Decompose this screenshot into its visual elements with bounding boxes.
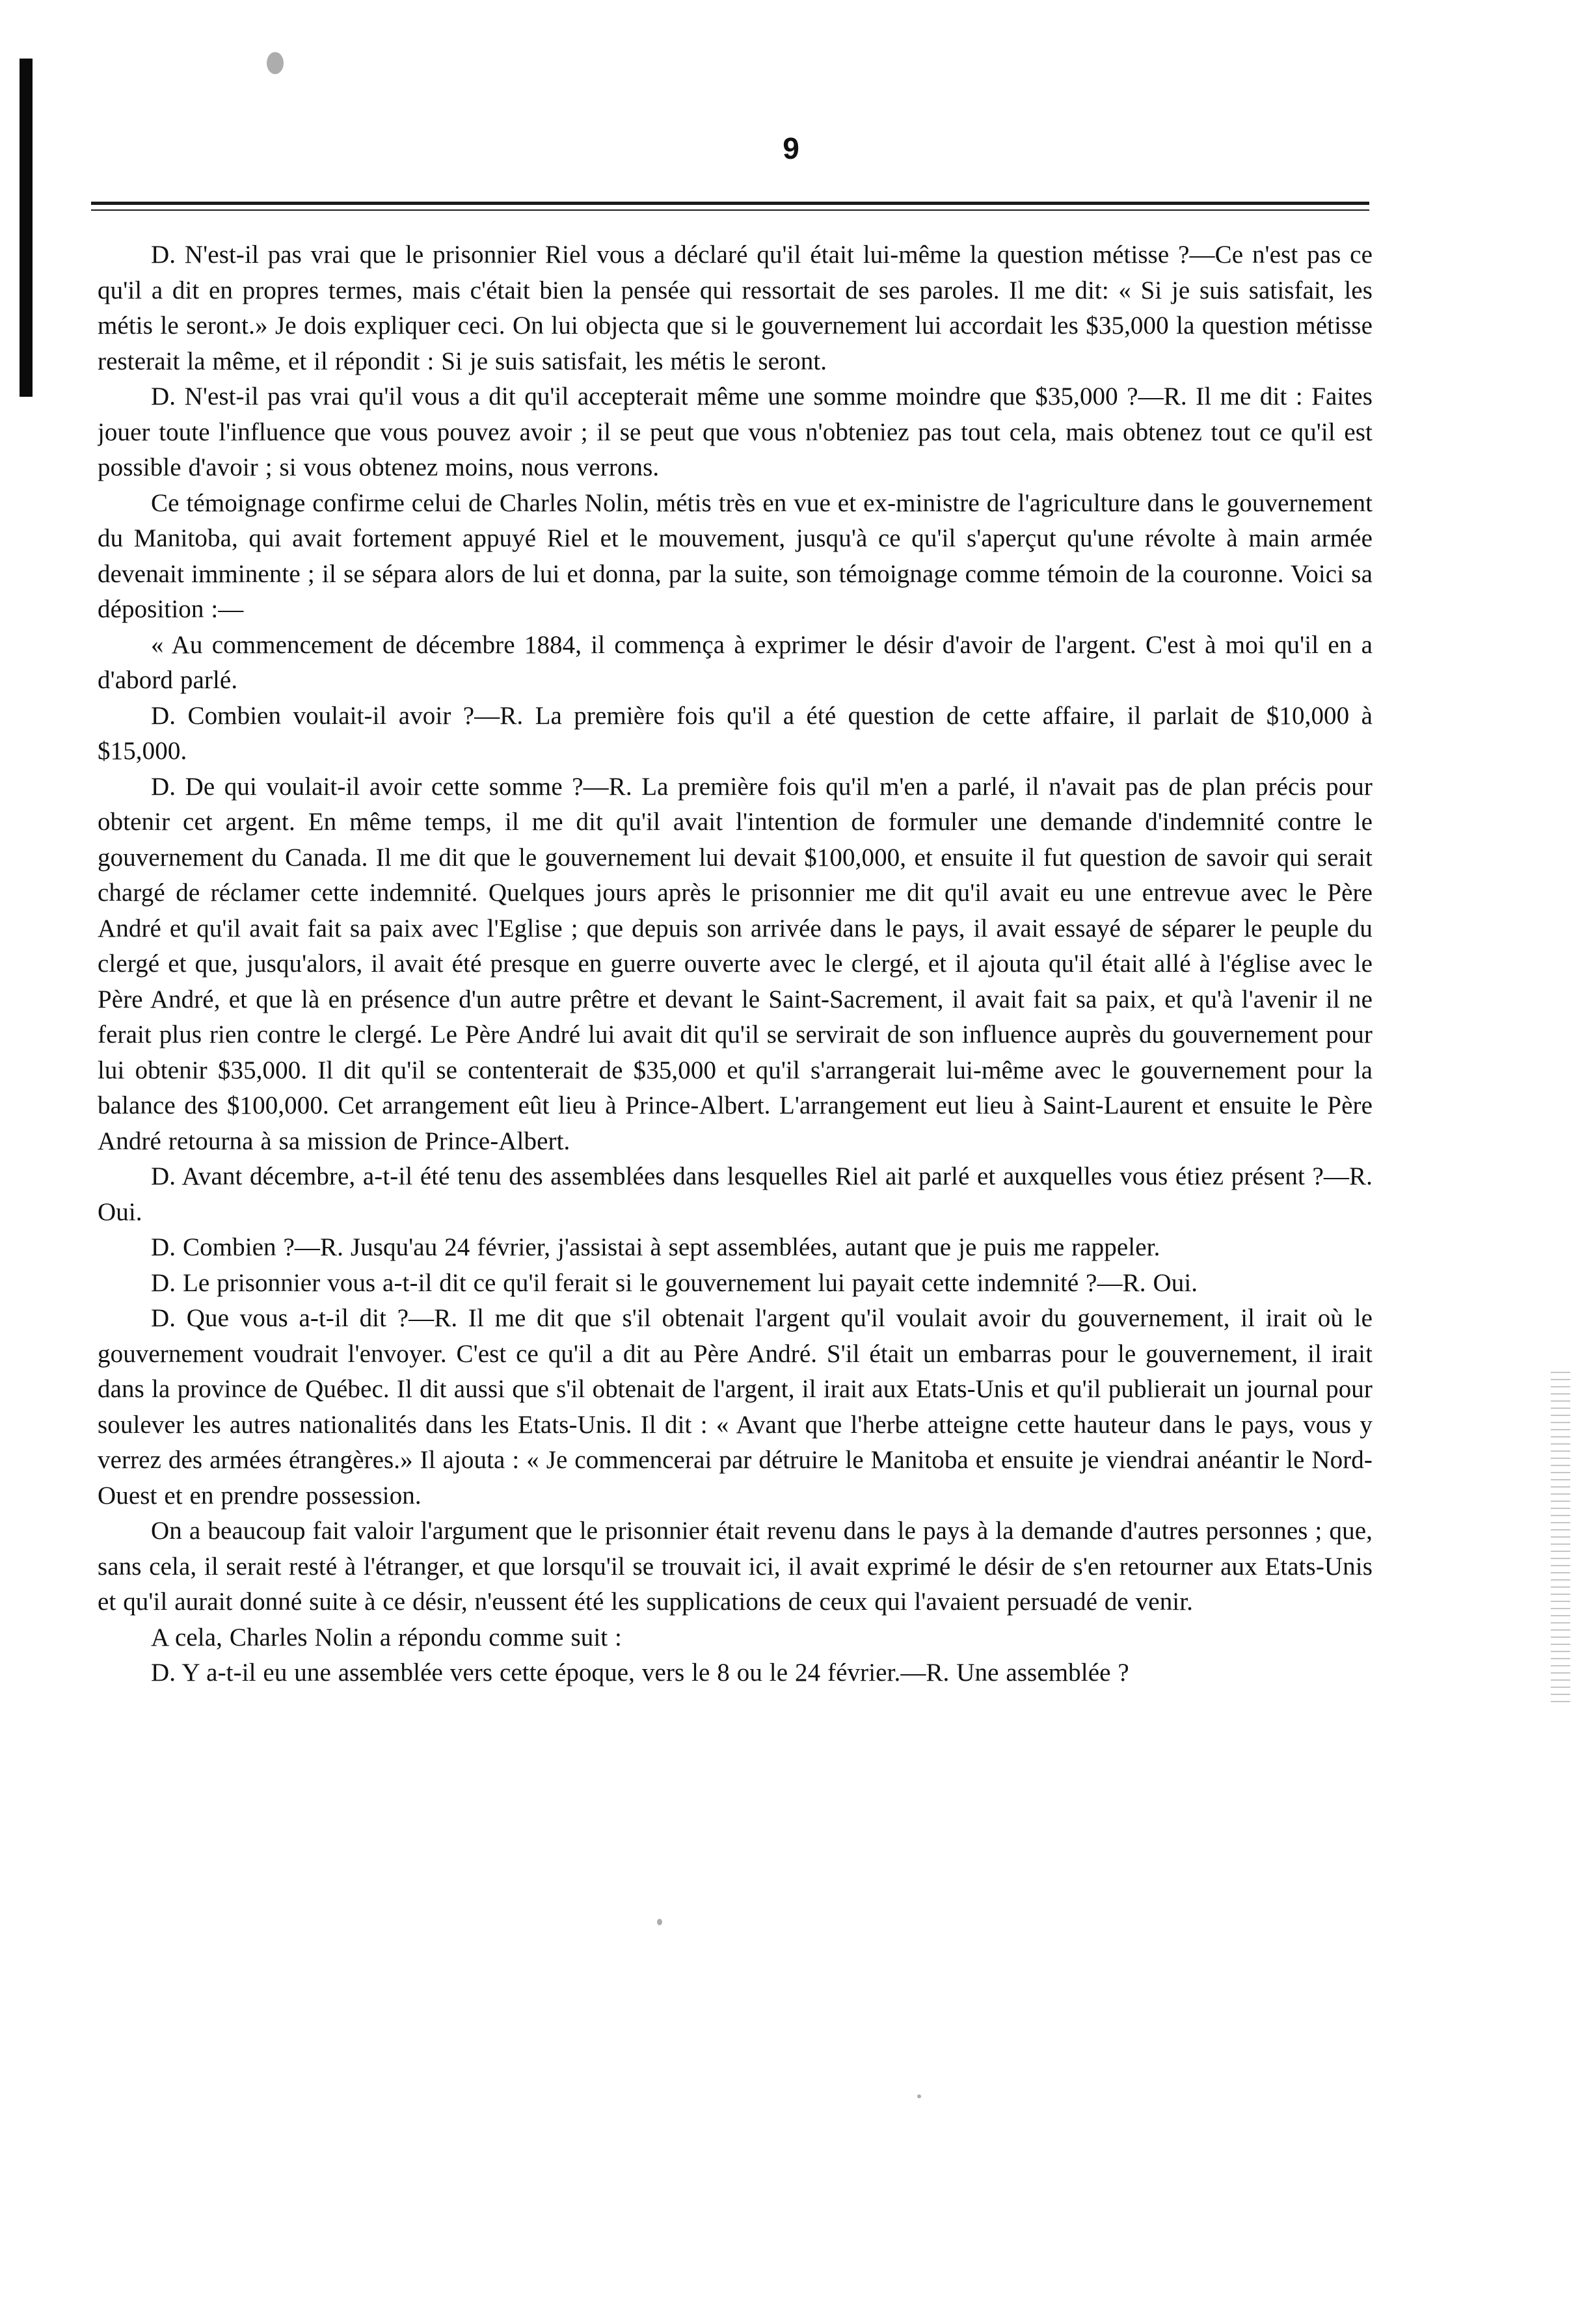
header-rule bbox=[91, 202, 1369, 205]
header-rule-thin bbox=[91, 209, 1369, 211]
paragraph: D. Le prisonnier vous a-t-il dit ce qu'il ferait si le gouvernement lui payait cette indemnité ?—R. Oui. bbox=[151, 1268, 1198, 1297]
paragraph: D. Combien voulait-il avoir ?—R. La première fois qu'il a été question de cette affaire, il parlait de $10,000 à $15,000. bbox=[98, 701, 1373, 765]
paragraph: D. Que vous a-t-il dit ?—R. Il me dit que s'il obtenait l'argent qu'il voulait avoir du gouvernement, il irait où le gouvernement voudrait l'envoyer. C'est ce qu'il a dit au Père André. S'il était un embarras pour le gouvernement, il irait dans la province de Québec. Il dit aussi que s'il obtenait de l'argent, il irait aux Etats-Unis et qu'il publierait un journal pour soulever les autres nationalités dans les Etats-Unis. Il dit : « Avant que l'herbe atteigne cette hauteur dans le pays, vous y verrez des armées étrangères.» Il ajouta : « Je commencerai par détruire le Manitoba et ensuite je viendrai anéantir le Nord-Ouest et en prendre possession. bbox=[98, 1304, 1373, 1510]
scan-edge-bar bbox=[20, 59, 33, 397]
paragraph: D. De qui voulait-il avoir cette somme ?—R. La première fois qu'il m'en a parlé, il n'avait pas de plan précis pour obtenir cet argent. En même temps, il me dit qu'il avait l'intention de formuler une demande d'indemnité contre le gouvernement du Canada. Il me dit que le gouvernement lui devait $100,000, et ensuite il fut question de savoir qui serait chargé de réclamer cette indemnité. Quelques jours après le prisonnier me dit qu'il avait eu une entrevue avec le Père André et qu'il avait fait sa paix avec l'Eglise ; que depuis son arrivée dans le pays, il avait essayé de séparer le peuple du clergé et que, jusqu'alors, il avait été presque en guerre ouverte avec le clergé, et il ajouta qu'il était allé à l'église avec le Père André, et que là en présence d'un autre prêtre et devant le Saint-Sacrement, il avait fait sa paix, et qu'à l'avenir il ne ferait plus rien contre le clergé. Le Père André lui avait dit qu'il se servirait de son influence auprès du gouvernement pour lui obtenir $35,000. Il dit qu'il se contenterait de $35,000 et qu'il s'arrangerait lui-même avec le gouvernement pour la balance des $100,000. Cet arrangement eût lieu à Prince-Albert. L'arrangement eut lieu à Saint-Laurent et ensuite le Père André retourna à sa mission de Prince-Albert. bbox=[98, 772, 1373, 1155]
paragraph: D. N'est-il pas vrai qu'il vous a dit qu'il accepterait même une somme moindre que $35,000 ?—R. Il me dit : Faites jouer toute l'influence que vous pouvez avoir ; il se peut que vous n'obteniez pas tout cela, mais obtenez tout ce qu'il est possible d'avoir ; si vous obtenez moins, nous verrons. bbox=[98, 382, 1373, 481]
scan-speck bbox=[917, 2094, 921, 2098]
paragraph: D. N'est-il pas vrai que le prisonnier Riel vous a déclaré qu'il était lui-même la question métisse ?—Ce n'est pas ce qu'il a dit en propres termes, mais c'était bien la pensée qui ressortait de ses paroles. Il me dit: « Si je suis satisfait, les métis le seront.» Je dois expliquer ceci. On lui objecta que si le gouvernement lui accordait les $35,000 la question métisse resterait la même, et il répondit : Si je suis satisfait, les métis le seront. bbox=[98, 241, 1373, 375]
page-number: 9 bbox=[783, 131, 799, 165]
paragraph: D. Y a-t-il eu une assemblée vers cette époque, vers le 8 ou le 24 février.—R. Une assemblée ? bbox=[151, 1659, 1129, 1687]
scan-speck bbox=[267, 52, 284, 74]
paragraph: « Au commencement de décembre 1884, il commença à exprimer le désir d'avoir de l'argent. C'est à moi qu'il en a d'abord parlé. bbox=[98, 630, 1373, 694]
scan-edge-noise bbox=[1551, 1366, 1570, 1704]
scan-speck bbox=[657, 1919, 662, 1925]
document-body bbox=[98, 237, 1373, 2254]
paragraph: D. Combien ?—R. Jusqu'au 24 février, j'assistai à sept assemblées, autant que je puis me rappeler. bbox=[151, 1233, 1160, 1261]
paragraph: On a beaucoup fait valoir l'argument que le prisonnier était revenu dans le pays à la demande d'autres personnes ; que, sans cela, il serait resté à l'étranger, et que lorsqu'il se trouvait ici, il avait exprimé le désir de s'en retourner aux Etats-Unis et qu'il aurait donné suite à ce désir, n'eussent été les supplications de ceux qui l'avaient persuadé de venir. bbox=[98, 1517, 1373, 1616]
paragraph: Ce témoignage confirme celui de Charles Nolin, métis très en vue et ex-ministre de l'agriculture dans le gouvernement du Manitoba, qui avait fortement appuyé Riel et le mouvement, jusqu'à ce qu'il s'aperçut qu'une révolte à main armée devenait imminente ; il se sépara alors de lui et donna, par la suite, son témoignage comme témoin de la couronne. Voici sa déposition :— bbox=[98, 488, 1373, 623]
paragraph: A cela, Charles Nolin a répondu comme suit : bbox=[151, 1623, 622, 1651]
paragraph: D. Avant décembre, a-t-il été tenu des assemblées dans lesquelles Riel ait parlé et auxquelles vous étiez présent ?—R. Oui. bbox=[98, 1162, 1373, 1226]
